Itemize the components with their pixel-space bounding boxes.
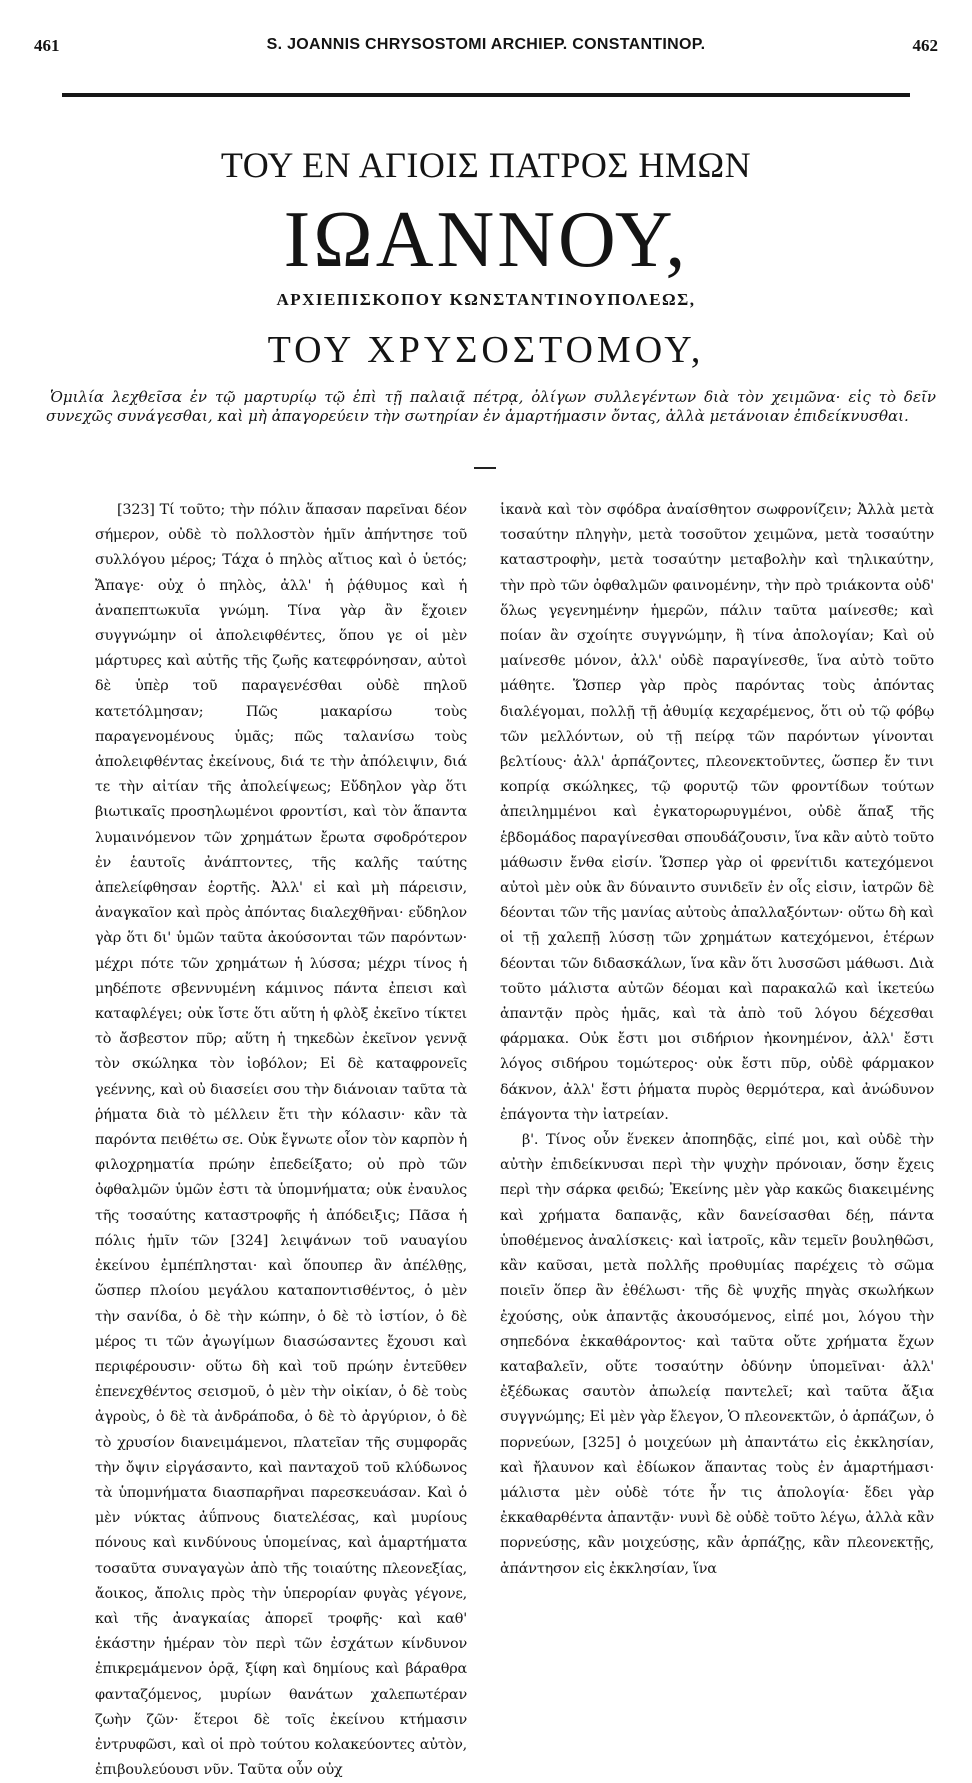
right-column	[500, 498, 934, 1582]
right-paragraph-1: ἱκανὰ καὶ τὸν σφόδρα ἀναίσθητον σωφρονίζειν; Ἀλλὰ μετὰ τοσαύτην πληγὴν, μετὰ τοσοῦτον χειμῶνα, μετὰ τοσαύτην καταστροφὴν, μετὰ τοσαύτην μεταβολὴν καὶ τηλικαύτην, τὴν πρὸ τῶν ὀφθαλμῶν φαινομένην, τὴν πρὸ τριάκοντα οὐδ' ὅλως γεγενημένην ἡμερῶν, πάλιν ταῦτα μαίνεσθε; καὶ ποίαν ἂν σχοίητε συγγνώμην, ἢ τίνα ἀπολογίαν; Καὶ οὐ μαίνεσθε μόνον, ἀλλ' οὐδὲ παραγίνεσθε, ἵνα αὐτὸ τοῦτο μάθητε. Ὥσπερ γὰρ πρὸς παρόντας τοὺς ἀπόντας διαλέγομαι, πολλῇ τῇ ἀθυμίᾳ κεχαρέμενος, ὅτι οὐ τῷ φόβῳ τῶν μελλόντων, οὐ τῇ πείρᾳ τῶν παρόντων γίνονται βελτίους· ἀλλ' ἁρπάζοντες, πλεονεκτοῦντες, ὥσπερ ἔν τινι κοπρίᾳ σκώληκες, τῷ φορυτῷ τῶν φροντίδων τούτων ἀπειλημμένοι καὶ ἐγκατορωρυγμένοι, οὐδὲ ἅπαξ τῆς ἑβδομάδος παραγίνεσθαι σπουδάζουσιν, ἵνα κἂν αὐτὸ τοῦτο μάθωσιν ἔνθα εἰσίν. Ὥσπερ γὰρ οἱ φρενίτιδι κατεχόμενοι αὐτοὶ μὲν οὐκ ἂν δύναιντο συνιδεῖν ἐν οἷς εἰσιν, ἰατρῶν δὲ δέονται τῶν τῆς μανίας αὐτοὺς ἀπαλλαξόντων· οὕτω δὴ καὶ οἱ τῇ χαλεπῇ λύσσῃ τῶν χρημάτων κατεχόμενοι, ἑτέρων δέονται τῶν διδασκάλων, ἵνα κἂν ὅτι λυσσῶσι μάθωσι. Διὰ τοῦτο μάλιστα αὐτῶν δέομαι καὶ παρακαλῶ καὶ ἱκετεύω ἀπαντᾷν πρὸς ἡμᾶς, καὶ τὰ ἀπὸ τοῦ λόγου δέχεσθαι φάρμακα. Οὐκ ἔστι μοι σιδήριον ἠκονημένον, ἀλλ' ἔστι λόγος σιδήρου τομώτερος· οὐκ ἔστι πῦρ, οὐδὲ φάρμακον δάκνον, ἀλλ' ἔστι ῥήματα πυρὸς θερμότερα, καὶ ἀνώδυνον ἐπάγοντα τὴν ἰατρείαν.	[500, 502, 934, 1123]
left-column	[95, 498, 467, 1783]
page-number-right: 462	[912, 36, 938, 55]
running-head	[34, 36, 938, 60]
running-title: S. JOANNIS CHRYSOSTOMI ARCHIEP. CONSTANTINOP.	[266, 36, 706, 53]
title-line-1: ΤΟΥ ΕΝ ΑΓΙΟΙΣ ΠΑΤΡΟΣ ΗΜΩΝ	[220, 145, 752, 185]
section-divider	[474, 467, 496, 469]
title-line-2: ΙΩΑΝΝΟΥ,	[283, 196, 689, 284]
title-line-4: ΤΟΥ ΧΡΥΣΟΣΤΟΜΟΥ,	[267, 329, 705, 371]
title-line-3: ΑΡΧΙΕΠΙΣΚΟΠΟΥ ΚΩΝΣΤΑΝΤΙΝΟΥΠΟΛΕΩΣ,	[276, 290, 696, 309]
right-paragraph-2: β'. Τίνος οὖν ἕνεκεν ἀποπηδᾷς, εἰπέ μοι, καὶ οὐδὲ τὴν αὐτὴν ἐπιδείκνυσαι περὶ τὴν ψυχὴν πρόνοιαν, ὅσην ἔχεις περὶ τὴν σάρκα φειδώ; Ἐκείνης μὲν γὰρ κακῶς διακειμένης καὶ χρήματα δαπανᾷς, κἂν δανείσασθαι δέῃ, πάντα ὑποθέμενος ἀναλίσκεις· καὶ ἰατροῖς, κἂν τεμεῖν βουληθῶσι, κἂν καῦσαι, μετὰ πολλῆς προθυμίας παρέχεις τὸ σῶμα ποιεῖν ὅπερ ἂν ἐθέλωσι· τῆς δὲ ψυχῆς πηγὰς σκωλήκων ἐχούσης, οὐκ ἀπαντᾷς ἀκουσόμενος, εἰπέ μοι, λόγου τὴν σηπεδόνα ἐκκαθάροντος· καὶ ταῦτα οὔτε χρήματα ἔχων καταβαλεῖν, οὔτε τοσαύτην ὀδύνην ὑπομεῖναι· ἀλλ' ἐξέδωκας σαυτὸν ἀπωλείᾳ παντελεῖ; καὶ ταῦτα ἄξια συγγνώμης; Εἰ μὲν γὰρ ἔλεγον, Ὁ πλεονεκτῶν, ὁ ἁρπάζων, ὁ πορνεύων, [325] ὁ μοιχεύων μὴ ἀπαντάτω εἰς ἐκκλησίαν, καὶ ἤλαυνον καὶ ἐδίωκον ἅπαντας τοὺς ἐν ἁμαρτήμασι· μάλιστα μὲν οὐδὲ τότε ἦν τις ἀπολογία· ἔδει γὰρ ἐκκαθαρθέντα ἀπαντᾷν· νυνὶ δὲ οὐδὲ τοῦτο λέγω, ἀλλὰ κἂν πορνεύσῃς, κἂν μοιχεύσῃς, κἂν ἁρπάζῃς, κἂν πλεονεκτῇς, ἀπάντησον εἰς ἐκκλησίαν, ἵνα	[500, 1132, 934, 1577]
header-rule	[62, 93, 910, 97]
left-paragraph-1: [323] Τί τοῦτο; τὴν πόλιν ἅπασαν παρεῖναι δέον σήμερον, οὐδὲ τὸ πολλοστὸν ἡμῖν ἀπήντησε τοῦ συλλόγου μέρος; Τάχα ὁ πηλὸς αἴτιος καὶ ὁ ὑετός; Ἄπαγε· οὐχ ὁ πηλὸς, ἀλλ' ἡ ῥᾴθυμος καὶ ἡ ἀναπεπτωκυῖα γνώμη. Τίνα γὰρ ἂν ἔχοιεν συγγνώμην οἱ ἀπολειφθέντες, ὅπου γε οἱ μὲν μάρτυρες καὶ αὐτῆς τῆς ζωῆς κατεφρόνησαν, αὐτοὶ δὲ ὑπὲρ τοῦ παραγενέσθαι οὐδὲ πηλοῦ κατετόλμησαν; Πῶς μακαρίσω τοὺς παραγενομένους ὑμᾶς; πῶς ταλανίσω τοὺς ἀπολειφθέντας ἐκείνους, διά τε τὴν ἀπόλειψιν, διά τε τὴν αἰτίαν τῆς ἀπολείψεως; Εὔδηλον γὰρ ὅτι βιωτικαῖς προσηλωμένοι φροντίσι, καὶ τὸν ἅπαντα λυμαινόμενον τῶν χρημάτων ἔρωτα σφοδρότερον ἐν ἑαυτοῖς ἀνάπτοντες, τῆς καλῆς ταύτης ἀπελείφθησαν ἑορτῆς. Ἀλλ' εἰ καὶ μὴ πάρεισιν, ἀναγκαῖον καὶ πρὸς ἀπόντας διαλεχθῆναι· εὔδηλον γὰρ ὅτι δι' ὑμῶν ταῦτα ἀκούσονται τῶν παρόντων· μέχρι πότε τῶν χρημάτων ἡ λύσσα; μέχρι τίνος ἡ μηδέποτε σβεννυμένη κάμινος πάντα ἐπεισι καὶ καταφλέγει; οὐκ ἴστε ὅτι αὕτη ἡ φλὸξ ἐκεῖνο τίκτει τὸ ἄσβεστον πῦρ; αὕτη ἡ τηκεδὼν ἐκεῖνον γεννᾷ τὸν σκώληκα τὸν ἰοβόλον; Εἰ δὲ καταφρονεῖς γεέννης, καὶ οὐ διασείει σου τὴν διάνοιαν ταῦτα τὰ ῥήματα διὰ τὸ μέλλειν ἔτι τὴν κόλασιν· κἂν τὰ παρόντα πειθέτω σε. Οὐκ ἔγνωτε οἷον τὸν καρπὸν ἡ φιλοχρηματία πρώην ἐπεδείξατο; οὐ πρὸ τῶν ὀφθαλμῶν ὑμῶν ἐστι τὰ ὑπομνήματα; οὐκ ἐναυλος τῆς τοσαύτης καταστροφῆς ἡ ἀπόδειξις; Πᾶσα ἡ πόλις ἡμῖν τῶν [324] λειψάνων τοῦ ναυαγίου ἐκείνου ἐμπέπλησται· καὶ ὅπουπερ ἂν ἀπέλθῃς, ὥσπερ πλοίου μεγάλου καταποντισθέντος, ὁ μὲν τὴν σανίδα, ὁ δὲ τὴν κώπην, ὁ δὲ τὸ ἱστίον, ὁ δὲ μέρος τι τῶν ἀγωγίμων διασώσαντες ἔχουσι καὶ περιφέρουσιν· οὕτω δὴ καὶ τοῦ πρώην ἐντεῦθεν ἐπενεχθέντος σεισμοῦ, ὁ μὲν τὴν οἰκίαν, ὁ δὲ τοὺς ἀγροὺς, ὁ δὲ τὰ ἀνδράποδα, ὁ δὲ τὸ ἀργύριον, ὁ δὲ τὸ χρυσίον διανειμάμενοι, πλατεῖαν τῆς συμφορᾶς τὴν ὄψιν εἰργάσαντο, καὶ πανταχοῦ τοῦ κλύδωνος τὰ ὑπομνήματα διασπαρῆναι παρεσκευάσαν. Καὶ ὁ μὲν νύκτας ἀΰπνους διατελέσας, καὶ μυρίους πόνους καὶ κινδύνους ὑπομείνας, καὶ ἁμαρτήματα τοσαῦτα συναγαγὼν ἀπὸ τῆς τοιαύτης πλεονεξίας, ἄοικος, ἄπολις πρὸς τὴν ὑπερορίαν φυγὰς γέγονε, καὶ τῆς ἀναγκαίας ἀπορεῖ τροφῆς· καὶ καθ' ἑκάστην ἡμέραν τὸν περὶ τῶν ἐσχάτων κίνδυνον ἐπικρεμάμενον ὁρᾷ, ξίφη καὶ δημίους καὶ βάραθρα φανταζόμενος, μυρίων θανάτων χαλεπωτέραν ζωὴν ζῶν· ἕτεροι δὲ τοῖς ἐκείνου κτήμασιν ἐντρυφῶσι, καὶ οἱ πρὸ τούτου κολακεύοντες αὐτὸν, ἐπιβουλεύουσι νῦν. Ταῦτα οὖν οὐχ	[95, 502, 467, 1779]
page-number-left: 461	[34, 36, 60, 55]
homily-argument: Ὁμιλία λεχθεῖσα ἐν τῷ μαρτυρίῳ τῷ ἐπὶ τῇ παλαιᾷ πέτρᾳ, ὀλίγων συλλεγέντων διὰ τὸν χειμῶνα· εἰς τὸ δεῖν συνεχῶς συνάγεσθαι, καὶ μὴ ἀπαγορεύειν τὴν σωτηρίαν ἐν ἁμαρτήμασιν ὄντας, ἀλλὰ μετάνοιαν ἐπιδείκνυσθαι.	[46, 388, 936, 425]
